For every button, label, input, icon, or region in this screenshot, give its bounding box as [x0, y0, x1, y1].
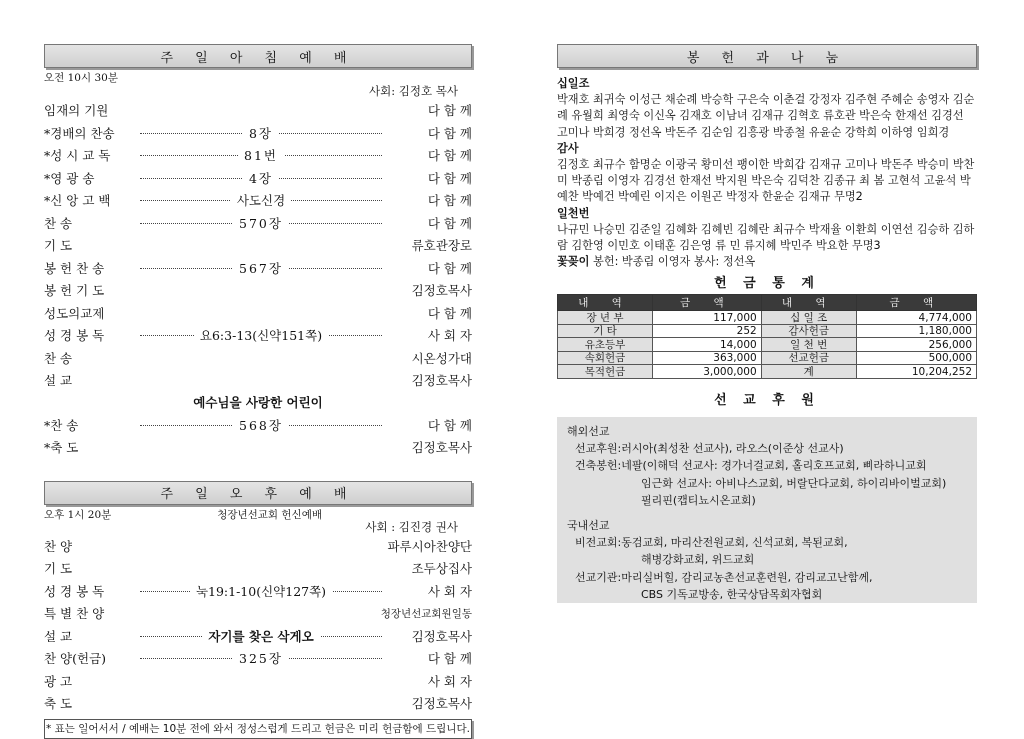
morning-order-list-2	[44, 414, 472, 459]
table-row	[558, 365, 977, 379]
order-label: 찬 송	[44, 215, 73, 231]
oneone-names: 나규민 나승민 김준일 김혜화 김혜빈 김혜란 최규수 박재율 이환희 이연선 김승하 김하람 김한영 이민호 이태훈 김은영 류 민 류지혜 박민주 박요한 무명3	[557, 222, 975, 253]
order-label: 기 도	[44, 238, 73, 254]
leader-dots	[140, 627, 382, 645]
stats-column-header: 내 역	[558, 295, 653, 311]
leader-dots	[140, 649, 382, 667]
leader-dots	[140, 214, 382, 232]
morning-service-header: 주 일 아 침 예 배	[44, 44, 472, 68]
mission-header: 선 교 후 원	[714, 392, 820, 408]
leader-dots	[140, 326, 382, 344]
mission-row	[567, 534, 967, 551]
order-leader: 다 함 께	[427, 103, 472, 119]
table-row	[558, 324, 977, 338]
order-row	[44, 122, 472, 145]
stats-amount-cell: 500,000	[856, 351, 976, 365]
stats-item-cell: 장 년 부	[558, 311, 653, 325]
stats-amount-cell: 10,204,252	[856, 365, 976, 379]
order-label: 축 도	[44, 696, 73, 712]
morning-order-list	[44, 99, 472, 392]
stats-column-header: 금 액	[856, 295, 976, 311]
mission-continued: 필리핀(캡티뇨시온교회)	[641, 493, 756, 507]
stats-amount-cell: 1,180,000	[856, 324, 976, 338]
stats-item-cell: 일 천 번	[761, 338, 856, 352]
order-label: 성 경 봉 독	[44, 583, 105, 599]
stats-item-cell: 계	[761, 365, 856, 379]
stats-amount-cell: 117,000	[653, 311, 762, 325]
order-leader: 다 함 께	[427, 170, 472, 186]
mission-continued: 임근화 선교사: 아비나스교회, 버랄단다교회, 하이리바이벌교회)	[641, 476, 947, 490]
order-leader: 다 함 께	[427, 193, 472, 209]
order-label: 찬 송	[44, 350, 73, 366]
order-leader: 다 함 께	[427, 305, 472, 321]
leader-dots	[140, 582, 382, 600]
order-leader: 조두상집사	[411, 561, 472, 577]
order-row	[44, 257, 472, 280]
order-detail: 567장	[233, 259, 289, 277]
flower-text: 봉헌: 박종림 이영자 봉사: 정선옥	[592, 255, 756, 269]
tithe-label: 십일조	[557, 77, 590, 90]
order-row	[44, 557, 472, 580]
stats-column-header: 금 액	[653, 295, 762, 311]
leader-dots	[140, 191, 382, 209]
stats-amount-cell: 363,000	[653, 351, 762, 365]
order-label: 봉 헌 기 도	[44, 283, 105, 299]
stats-item-cell: 감사헌금	[761, 324, 856, 338]
stats-item-cell: 목적헌금	[558, 365, 653, 379]
order-row	[44, 167, 472, 190]
mission-continued: CBS 기독교방송, 한국상담목회자협회	[641, 587, 823, 601]
order-detail: 눅19:1-10(신약127쪽)	[190, 582, 332, 600]
order-label: 성 경 봉 독	[44, 328, 105, 344]
order-row	[44, 602, 472, 625]
order-leader: 다 함 께	[427, 651, 472, 667]
afternoon-order-list	[44, 535, 472, 715]
order-label: *성 시 교 독	[44, 148, 111, 164]
order-detail: 4장	[243, 169, 279, 187]
order-detail: 사도신경	[231, 191, 291, 209]
order-label: 기 도	[44, 561, 73, 577]
order-row	[44, 436, 472, 459]
order-row	[44, 692, 472, 715]
order-row	[44, 369, 472, 392]
order-leader: 김정호목사	[411, 283, 472, 299]
stats-item-cell: 십 일 조	[761, 311, 856, 325]
thanks-label: 감사	[557, 141, 579, 155]
order-row	[44, 414, 472, 437]
stats-item-cell: 선교헌금	[761, 351, 856, 365]
order-leader: 다 함 께	[427, 125, 472, 141]
order-detail: 81번	[238, 146, 284, 164]
order-leader: 다 함 께	[427, 417, 472, 433]
order-leader: 사 회 자	[427, 328, 472, 344]
order-label: 광 고	[44, 673, 73, 689]
offering-list	[557, 76, 977, 270]
order-leader: 청장년선교회원일동	[380, 607, 472, 620]
order-label: 특 별 찬 양	[44, 606, 105, 622]
stats-amount-cell: 256,000	[856, 338, 976, 352]
domestic-label: 국내선교	[567, 518, 610, 532]
leader-dots	[140, 146, 382, 164]
leader-dots	[140, 416, 382, 434]
leader-dots	[140, 124, 382, 142]
right-column	[557, 44, 977, 603]
afternoon-presider: 사회 : 김진경 권사	[365, 519, 458, 534]
mission-value: 러시아(최성찬 선교사), 라오스(이준상 선교사)	[621, 442, 844, 456]
flower-label: 꽃꽂이	[557, 255, 590, 269]
order-row	[44, 212, 472, 235]
order-leader: 다 함 께	[427, 260, 472, 276]
mission-key: 비전교회:	[575, 536, 622, 550]
order-detail: 8장	[243, 124, 279, 142]
order-leader: 시온성가대	[411, 350, 472, 366]
order-leader: 사 회 자	[427, 673, 472, 689]
order-label: *영 광 송	[44, 170, 95, 186]
stats-item-cell: 유초등부	[558, 338, 653, 352]
thanks-names: 김정호 최규수 함명순 이광국 황미선 팽이한 박희갑 김재규 고미나 박돈주 박승미 박찬미 박종림 이영자 김경선 한재선 박지원 박은숙 김덕찬 김종규 최 봄 고현석 고윤석 박예찬 박예건 박예린 이지은 이원곤 박정자 한윤순 김재규 무명2	[557, 158, 975, 204]
order-row	[44, 625, 472, 648]
mission-key: 선교후원:	[575, 442, 622, 456]
left-column	[44, 44, 472, 739]
order-detail: 요6:3-13(신약151쪽)	[194, 326, 328, 344]
stats-amount-cell: 252	[653, 324, 762, 338]
order-row	[44, 347, 472, 370]
order-leader: 다 함 께	[427, 148, 472, 164]
morning-presider: 사회: 김정호 목사	[369, 84, 458, 98]
order-row	[44, 279, 472, 302]
order-label: *신 앙 고 백	[44, 193, 111, 209]
order-row	[44, 324, 472, 347]
order-label: 설 교	[44, 373, 73, 389]
table-row	[558, 338, 977, 352]
order-label: *축 도	[44, 440, 79, 456]
order-detail: 325장	[233, 649, 289, 667]
mission-value: 마리실버힐, 감리교농촌선교훈련원, 감리교고난함께,	[621, 570, 873, 584]
order-label: 찬 양(헌금)	[44, 651, 107, 667]
offering-header: 봉 헌 과 나 눔	[557, 44, 977, 68]
order-label: 성도의교제	[44, 305, 105, 321]
mission-continued: 해병강화교회, 위드교회	[641, 553, 755, 567]
order-row	[44, 535, 472, 558]
order-leader: 김정호목사	[411, 373, 472, 389]
order-row	[44, 99, 472, 122]
mission-key: 건축봉헌:	[575, 459, 622, 473]
afternoon-service-header: 주 일 오 후 예 배	[44, 481, 472, 505]
order-row	[44, 670, 472, 693]
order-label: 설 교	[44, 628, 73, 644]
order-label: 찬 양	[44, 538, 73, 554]
afternoon-subtitle: 청장년선교회 헌신예배	[217, 508, 322, 521]
order-row	[44, 144, 472, 167]
order-label: *찬 송	[44, 417, 79, 433]
stats-amount-cell: 14,000	[653, 338, 762, 352]
order-label: 봉 헌 찬 송	[44, 260, 105, 276]
mission-row	[567, 457, 967, 474]
table-row	[558, 311, 977, 325]
stats-amount-cell: 3,000,000	[653, 365, 762, 379]
table-row	[558, 351, 977, 365]
offering-stats-table	[557, 294, 977, 379]
order-leader: 사 회 자	[427, 583, 472, 599]
overseas-label: 해외선교	[567, 424, 610, 438]
order-row	[44, 647, 472, 670]
mission-row	[567, 569, 967, 586]
tithe-names: 박재호 최귀숙 이성근 채순례 박승학 구은숙 이춘걸 강정자 김주현 주혜순 송영자 김순례 유월희 최영숙 이신옥 김재호 이남녀 김재규 김혁호 류호관 박은숙 한재선 김경선 고미나 박희경 정선옥 박돈주 김순임 김흥광 박종철 유윤순 강학희 이하영 임희경	[557, 93, 975, 139]
stats-column-header: 내 역	[761, 295, 856, 311]
order-leader: 다 함 께	[427, 215, 472, 231]
order-row	[44, 580, 472, 603]
footnote: * 표는 일어서서 / 예배는 10분 전에 와서 정성스럽게 드리고 헌금은 미리 헌금함에 드립니다.	[44, 719, 472, 739]
mission-row	[567, 440, 967, 457]
mission-value: 네팔(이해덕 선교사: 경가너걸교회, 홀리호프교회, 삐라하니교회	[621, 459, 927, 473]
stats-item-cell: 속회헌금	[558, 351, 653, 365]
order-leader: 김정호목사	[411, 628, 472, 644]
leader-dots	[140, 169, 382, 187]
order-leader: 김정호목사	[411, 440, 472, 456]
order-row	[44, 302, 472, 325]
leader-dots	[140, 259, 382, 277]
afternoon-time: 오후 1시 20분	[44, 508, 112, 521]
mission-box	[557, 417, 977, 603]
morning-sermon-title: 예수님을 사랑한 어린이	[193, 394, 323, 410]
order-leader: 류호관장로	[411, 238, 472, 254]
order-detail: 570장	[233, 214, 289, 232]
order-leader: 파루시아찬양단	[387, 538, 472, 554]
order-row	[44, 234, 472, 257]
stats-amount-cell: 4,774,000	[856, 311, 976, 325]
stats-header: 헌 금 통 계	[714, 276, 820, 292]
order-detail: 568장	[233, 416, 289, 434]
stats-item-cell: 기 타	[558, 324, 653, 338]
mission-key: 선교기관:	[575, 570, 622, 584]
mission-value: 동검교회, 마리산전원교회, 신석교회, 복된교회,	[621, 536, 848, 550]
order-detail: 자기를 찾은 삭게오	[202, 627, 319, 645]
order-label: *경배의 찬송	[44, 125, 115, 141]
order-row	[44, 189, 472, 212]
order-leader: 김정호목사	[411, 696, 472, 712]
morning-time: 오전 10시 30분	[44, 72, 118, 84]
oneone-label: 일천번	[557, 206, 590, 220]
order-label: 임재의 기원	[44, 103, 109, 119]
